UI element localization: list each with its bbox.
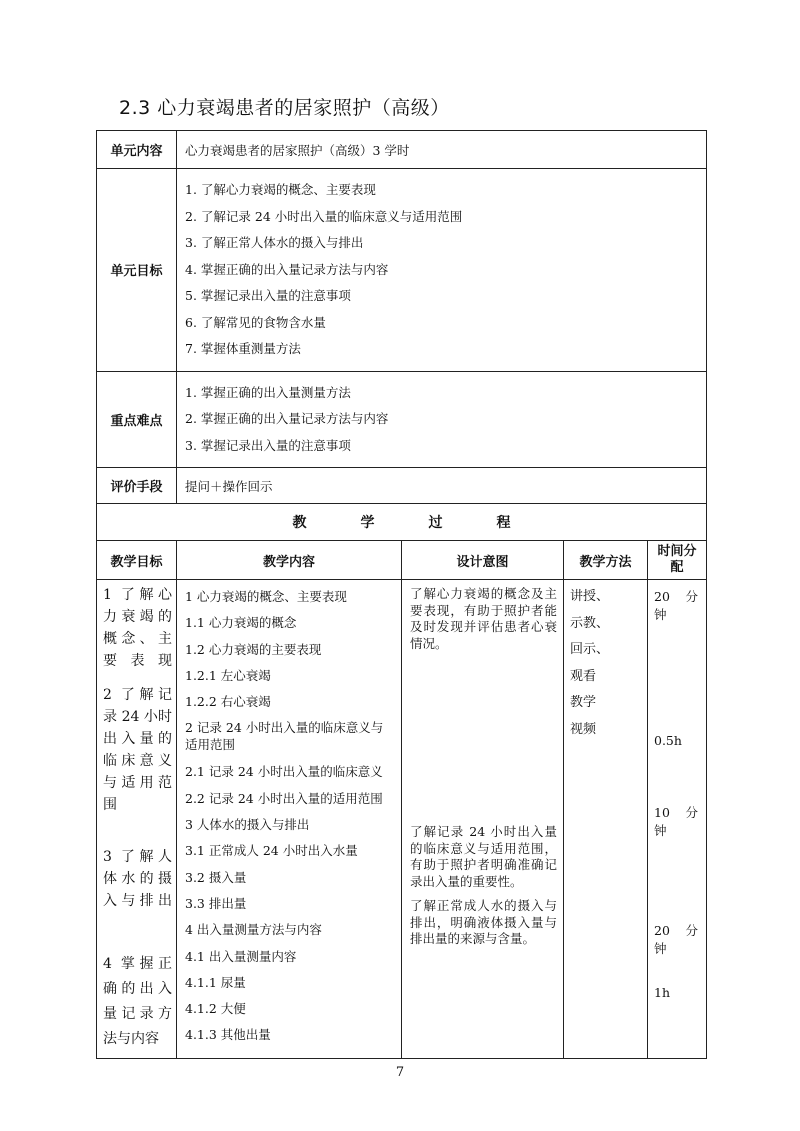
key-point-item: 3. 掌握记录出入量的注意事项 (185, 437, 351, 453)
time-entry (654, 804, 698, 840)
method-item: 观看 (570, 668, 597, 684)
content-item: 3 人体水的摄入与排出 (185, 817, 310, 833)
key-points-list (177, 371, 707, 468)
design-intent-item: 了解心力衰竭的概念及主要表现，有助于照护者能及时发现并评估患者心衰情况。 (410, 586, 557, 651)
unit-goal-item: 3. 了解正常人体水的摄入与排出 (185, 235, 364, 250)
time-unit: 分 (685, 589, 698, 604)
time-value: 20 (654, 589, 670, 604)
unit-goal-item: 6. 了解常见的食物含水量 (185, 314, 326, 330)
content-item: 1.2 心力衰竭的主要表现 (185, 641, 322, 657)
content-item: 2 记录 24 小时出入量的临床意义与适用范围 (185, 720, 384, 753)
unit-content-label: 单元内容 (97, 131, 177, 169)
unit-goal-item: 7. 掌握体重测量方法 (185, 341, 301, 356)
unit-content-value: 心力衰竭患者的居家照护（高级）3 学时 (177, 131, 707, 169)
time-value: 1h (654, 985, 671, 1000)
teaching-process-banner (97, 504, 707, 541)
unit-goal-item: 5. 掌握记录出入量的注意事项 (185, 288, 351, 303)
content-item: 1.2.2 右心衰竭 (185, 694, 271, 710)
teaching-goal-item: 4 掌握正确的出入量记录方法与内容 (103, 956, 172, 1047)
header-teaching-content: 教学内容 (177, 541, 402, 580)
time-unit: 分 (685, 805, 698, 820)
page-number: 7 (395, 1065, 405, 1080)
content-item: 2.2 记录 24 小时出入量的适用范围 (185, 790, 383, 806)
time-entry (654, 984, 698, 1002)
time-value: 20 (654, 923, 670, 938)
key-points-row (97, 371, 707, 468)
section-title: 2.3 心力衰竭患者的居家照护（高级） (119, 97, 450, 119)
method-item: 回示、 (570, 642, 610, 657)
time-entry (654, 588, 698, 624)
teaching-content-cell (177, 580, 402, 1059)
content-item: 4.1.3 其他出量 (185, 1027, 271, 1043)
content-item: 1.1 心力衰竭的概念 (185, 615, 297, 631)
unit-content-row (97, 131, 707, 169)
evaluation-row (97, 468, 707, 504)
content-item: 1.2.1 左心衰竭 (185, 667, 271, 683)
content-item: 3.2 摄入量 (185, 869, 247, 885)
content-item: 4.1.2 大便 (185, 1001, 246, 1017)
teaching-goal-item: 3 了解人体水的摄入与排出 (103, 849, 172, 909)
method-item: 教学 (570, 695, 597, 710)
time-allocation-cell (648, 580, 707, 1059)
content-item: 1 心力衰竭的概念、主要表现 (185, 589, 347, 604)
unit-goals-label: 单元目标 (97, 169, 177, 372)
time-unit-tail: 钟 (654, 823, 667, 838)
lesson-plan-table (96, 130, 707, 1059)
teaching-method-cell (564, 580, 648, 1059)
time-value: 0.5h (654, 733, 682, 748)
time-unit-tail: 钟 (654, 607, 667, 622)
column-header-row (97, 541, 707, 580)
content-item: 4.1 出入量测量内容 (185, 948, 297, 964)
time-entry (654, 732, 698, 750)
banner-char: 学 (360, 515, 375, 531)
key-point-item: 1. 掌握正确的出入量测量方法 (185, 384, 351, 400)
teaching-goal-item: 2 了解记录 24 小时出入量的临床意义与适用范围 (103, 687, 172, 813)
design-intent-item: 了解正常成人水的摄入与排出，明确液体摄入量与排出量的来源与含量。 (410, 898, 557, 946)
method-item: 视频 (570, 721, 597, 737)
header-design-intent: 设计意图 (402, 541, 564, 580)
teaching-goal-item: 1 了解心力衰竭的概念、主要表现 (103, 587, 172, 669)
unit-goals-row (97, 169, 707, 372)
content-item: 3.1 正常成人 24 小时出入水量 (185, 843, 358, 859)
content-item: 4.1.1 尿量 (185, 974, 246, 990)
content-item: 3.3 排出量 (185, 895, 247, 911)
banner-char: 程 (496, 515, 511, 531)
method-item: 示教、 (570, 615, 610, 631)
banner-char: 过 (428, 515, 443, 531)
time-unit: 分 (685, 923, 698, 938)
key-point-item: 2. 掌握正确的出入量记录方法与内容 (185, 411, 389, 426)
time-entry (654, 922, 698, 958)
teaching-body-row (97, 580, 707, 1059)
evaluation-label: 评价手段 (97, 468, 177, 504)
time-value: 10 (654, 805, 670, 820)
header-time-allocation (648, 541, 707, 580)
header-teaching-method: 教学方法 (564, 541, 648, 580)
header-time-line1: 时间分 (657, 544, 697, 559)
content-item: 2.1 记录 24 小时出入量的临床意义 (185, 764, 383, 780)
unit-goal-item: 4. 掌握正确的出入量记录方法与内容 (185, 261, 389, 277)
time-unit-tail: 钟 (654, 941, 667, 956)
key-points-label: 重点难点 (97, 371, 177, 468)
unit-goal-item: 2. 了解记录 24 小时出入量的临床意义与适用范围 (185, 208, 463, 224)
header-teaching-goal: 教学目标 (97, 541, 177, 580)
process-banner-row (97, 504, 707, 541)
design-intent-cell (402, 580, 564, 1059)
content-item: 4 出入量测量方法与内容 (185, 922, 322, 938)
unit-goals-list (177, 169, 707, 372)
method-item: 讲授、 (570, 589, 610, 604)
banner-char: 教 (292, 515, 307, 531)
header-time-line2: 配 (670, 560, 684, 575)
design-intent-item: 了解记录 24 小时出入量的临床意义与适用范围，有助于照护者明确准确记录出入量的重要性。 (410, 824, 557, 889)
evaluation-value: 提问＋操作回示 (177, 468, 707, 504)
teaching-goals-cell (97, 580, 177, 1059)
unit-goal-item: 1. 了解心力衰竭的概念、主要表现 (185, 182, 376, 197)
